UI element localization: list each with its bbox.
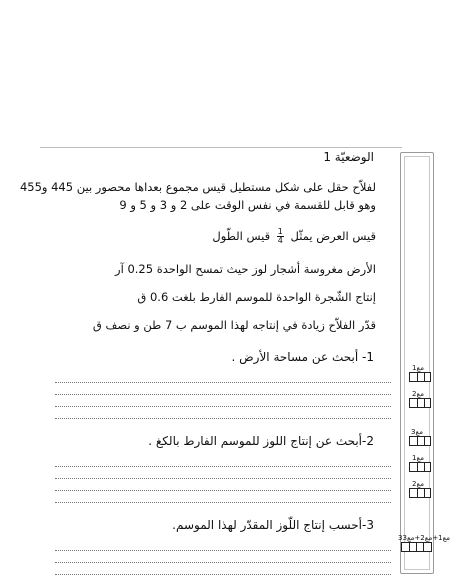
criterion-label-2: مع2: [412, 390, 424, 398]
criterion-label-3: مع3: [411, 428, 423, 436]
criterion-box-1[interactable]: [409, 372, 431, 382]
fraction-denominator: 4: [277, 236, 283, 245]
answer-line[interactable]: [55, 478, 391, 479]
width-text: قيس العرض يمثّل: [290, 229, 376, 243]
top-rule: [40, 147, 402, 148]
text-line-1: لفلاّح حقل على شكل مستطيل قيس مجموع بعداها محصور بين 445 و455: [19, 180, 376, 194]
criterion-box-2[interactable]: [409, 398, 431, 408]
criterion-label-6: 3مع1+مع2+مع3: [398, 534, 451, 542]
answer-line[interactable]: [55, 466, 391, 467]
text-line-5: إنتاج الشّجرة الواحدة للموسم الفارط بلغت 0.6 ق: [137, 290, 376, 304]
text-line-6: قدّر الفلاّح زيادة في إنتاجه لهذا الموسم ب 7 طن و نصف ق: [92, 318, 376, 332]
text-line-4: الأرض مغروسة أشجار لوز حيث تمسح الواحدة 0.25 آر: [115, 262, 376, 276]
question-2: 2-أبحث عن إنتاج اللوز للموسم الفارط بالكغ .: [148, 434, 374, 448]
answer-line[interactable]: [55, 382, 391, 383]
criterion-label-5: مع2: [412, 480, 424, 488]
criterion-box-4[interactable]: [409, 462, 431, 472]
criterion-label-1: مع1: [412, 364, 424, 372]
answer-line[interactable]: [55, 502, 391, 503]
length-text: قيس الطّول: [212, 229, 271, 243]
text-line-2: وهو قابل للقسمة في نفس الوقت على 2 و 3 و 5 و 9: [119, 198, 376, 212]
answer-line[interactable]: [55, 406, 391, 407]
answer-line[interactable]: [55, 394, 391, 395]
answer-line[interactable]: [55, 550, 391, 551]
answer-line[interactable]: [55, 490, 391, 491]
fraction: [277, 228, 284, 245]
situation-title: الوضعيّة 1: [323, 150, 374, 164]
question-1: 1- أبحث عن مساحة الأرض .: [231, 350, 374, 364]
question-3: 3-أحسب إنتاج اللّوز المقدّر لهذا الموسم.: [172, 518, 374, 532]
criterion-box-6[interactable]: [401, 542, 432, 552]
answer-line[interactable]: [55, 574, 391, 575]
criterion-label-4: مع1: [412, 454, 424, 462]
answer-line[interactable]: [55, 562, 391, 563]
fraction-numerator: 1: [277, 227, 283, 236]
criterion-box-5[interactable]: [409, 488, 431, 498]
answer-line[interactable]: [55, 418, 391, 419]
grading-column-inner: [404, 156, 430, 570]
criterion-box-3[interactable]: [409, 436, 431, 446]
text-line-3: [212, 228, 376, 245]
